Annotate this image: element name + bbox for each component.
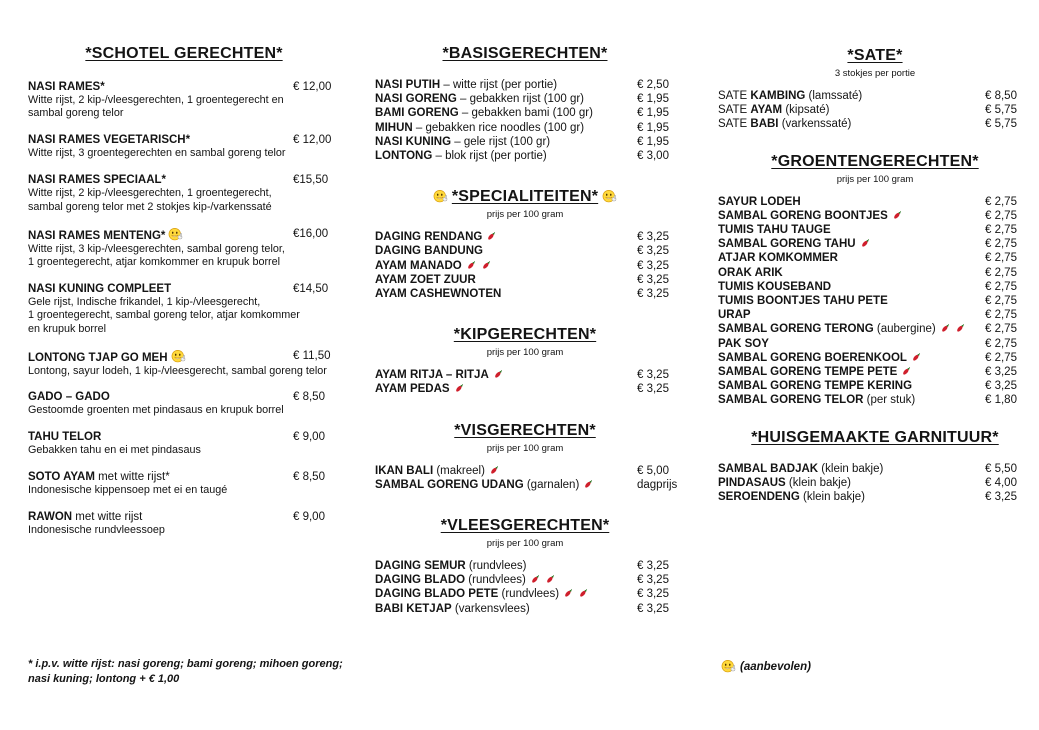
item-price: € 3,25 — [985, 366, 1017, 379]
item-price: € 2,50 — [637, 79, 669, 91]
item-name: NASI RAMES SPECIAAL* — [28, 174, 167, 187]
section-title — [375, 516, 675, 536]
item-name: IKAN BALI (makreel) — [375, 464, 637, 478]
section-title — [718, 152, 1032, 172]
item-name: SAMBAL GORENG TEMPE KERING — [718, 380, 913, 393]
item-name: NASI RAMES* — [28, 81, 105, 93]
item-price: € 9,00 — [293, 431, 325, 444]
section-items-list — [375, 559, 675, 616]
menu-item-row — [375, 559, 675, 573]
item-name: AYAM PEDAS — [375, 382, 637, 396]
menu-item-row — [718, 351, 1032, 365]
menu-item — [28, 80, 340, 121]
menu-item-row — [718, 103, 1032, 117]
item-name: SOTO AYAM met witte rijst* — [28, 471, 170, 484]
item-description-line: 1 groentegerecht, atjar komkommer en krupuk borrel — [28, 255, 281, 268]
item-name: MIHUN – gebakken rice noodles (100 gr) — [375, 121, 585, 134]
item-name: NASI RAMES MENTENG* — [28, 227, 293, 243]
section-title-text: *VLEESGERECHTEN* — [440, 517, 610, 535]
menu-item-row — [28, 80, 340, 94]
item-name: TUMIS TAHU TAUGE — [718, 224, 831, 237]
item-name: NASI GORENG – gebakken rijst (100 gr) — [375, 93, 584, 106]
item-price: € 5,00 — [637, 464, 669, 477]
item-price: € 3,25 — [637, 574, 669, 587]
item-name: BABI KETJAP (varkensvlees) — [375, 602, 530, 615]
item-description-line: 1 groentegerecht, sambal goreng telor, atjar komkommer — [28, 309, 300, 322]
section-title — [375, 44, 675, 64]
item-price: € 3,25 — [985, 491, 1017, 504]
smiley-thumbs-up-icon — [718, 659, 740, 674]
menu-section — [375, 325, 675, 396]
menu-item — [28, 430, 340, 457]
item-name: PINDASAUS (klein bakje) — [718, 476, 851, 489]
chili-icon — [574, 587, 589, 601]
item-name: SATE KAMBING (lamssaté) — [718, 90, 863, 102]
item-price: € 3,25 — [637, 259, 669, 272]
item-price: € 3,00 — [637, 150, 669, 163]
smiley-thumbs-up-icon — [598, 187, 621, 207]
item-name: AYAM ZOET ZUUR — [375, 273, 476, 286]
menu-section — [718, 428, 1032, 505]
item-price: € 3,25 — [985, 380, 1017, 393]
section-title-text: *SATE* — [847, 47, 903, 64]
menu-item-row — [718, 237, 1032, 251]
menu-item-row — [28, 470, 340, 484]
item-price: € 3,25 — [637, 288, 669, 301]
menu-item-row — [28, 349, 340, 365]
menu-item — [28, 510, 340, 537]
item-name: DAGING BLADO (rundvlees) — [375, 573, 637, 587]
item-price: € 2,75 — [985, 337, 1017, 350]
menu-item — [28, 133, 340, 160]
item-price: € 8,50 — [293, 471, 325, 484]
item-name: NASI RAMES VEGETARISCH* — [28, 134, 191, 147]
item-description-line: Indonesische kippensoep met ei en taugé — [28, 484, 228, 497]
footnote-line: nasi kuning; lontong + € 1,00 — [28, 672, 180, 685]
item-name: DAGING BLADO PETE (rundvlees) — [375, 587, 637, 601]
menu-item-row — [718, 266, 1032, 280]
item-description-line: sambal goreng telor — [28, 107, 124, 120]
chili-icon — [489, 368, 504, 382]
section-items-list — [718, 195, 1032, 408]
item-price: €16,00 — [293, 227, 329, 240]
menu-item-row — [375, 587, 675, 601]
menu-item — [28, 173, 340, 214]
section-title — [718, 428, 1032, 448]
item-name: DAGING RENDANG — [375, 230, 637, 244]
menu-item-row — [375, 478, 678, 492]
section-subtitle: prijs per 100 gram — [486, 442, 564, 454]
item-price: € 9,00 — [293, 511, 325, 524]
schotel-items-list — [28, 80, 340, 538]
menu-section — [375, 44, 675, 163]
item-price: dagprijs — [637, 478, 678, 491]
item-price: € 3,25 — [637, 273, 669, 286]
chili-icon — [485, 464, 500, 478]
section-subtitle: 3 stokjes per portie — [834, 68, 916, 79]
item-name: ATJAR KOMKOMMER — [718, 252, 838, 265]
item-name: SAMBAL GORENG TAHU — [718, 237, 985, 251]
menu-item-row — [718, 117, 1032, 131]
menu-item-row — [718, 379, 1032, 393]
menu-item-row — [28, 390, 340, 404]
item-name: SAMBAL GORENG BOERENKOOL — [718, 351, 985, 365]
item-name: RAWON met witte rijst — [28, 511, 143, 524]
item-name: SAYUR LODEH — [718, 195, 801, 208]
menu-item-row — [718, 337, 1032, 351]
chili-icon — [856, 237, 871, 251]
menu-section — [375, 516, 675, 616]
chili-icon — [477, 259, 492, 273]
section-title-text: *SPECIALITEITEN* — [451, 188, 599, 206]
section-items-list — [375, 464, 678, 492]
section-items-list — [375, 78, 675, 163]
chili-icon — [897, 365, 912, 379]
item-price: € 3,25 — [637, 588, 669, 601]
item-price: € 2,75 — [985, 238, 1017, 251]
section-subtitle: prijs per 100 gram — [486, 209, 564, 221]
item-name: PAK SOY — [718, 337, 769, 350]
menu-item-row — [375, 149, 675, 163]
item-name: SAMBAL GORENG TELOR (per stuk) — [718, 394, 916, 407]
menu-item-row — [375, 464, 675, 478]
menu-section — [718, 152, 1032, 408]
item-name: SATE BABI (varkenssaté) — [718, 118, 852, 131]
item-price: € 4,00 — [985, 476, 1017, 489]
item-name: LONTONG – blok rijst (per portie) — [375, 150, 547, 163]
section-subtitle: prijs per 100 gram — [486, 538, 564, 550]
item-description-line: Gebakken tahu en ei met pindasaus — [28, 444, 201, 457]
item-price: € 2,75 — [985, 280, 1017, 293]
section-subtitle: prijs per 100 gram — [836, 173, 914, 185]
section-subtitle: prijs per 100 gram — [486, 347, 564, 359]
section-items-list — [718, 89, 1032, 132]
item-price: € 2,75 — [985, 351, 1017, 364]
chili-icon — [526, 573, 541, 587]
chili-icon — [907, 351, 922, 365]
chili-icon — [541, 573, 556, 587]
section-title-schotel-gerechten — [28, 44, 340, 64]
section-title — [718, 46, 1032, 66]
item-name: TUMIS KOUSEBAND — [718, 280, 832, 293]
menu-item-row — [718, 251, 1032, 265]
item-price: € 8,50 — [985, 90, 1017, 102]
menu-item-row — [375, 106, 675, 120]
menu-item-row — [718, 322, 1032, 336]
menu-item-row — [375, 78, 675, 92]
item-price: € 3,25 — [637, 369, 669, 382]
item-price: € 3,25 — [637, 560, 669, 573]
item-description-line: Gele rijst, Indische frikandel, 1 kip-/vleesgerecht, — [28, 295, 261, 308]
item-price: € 3,25 — [637, 602, 669, 615]
item-price: € 1,95 — [637, 121, 669, 134]
menu-item-row — [375, 602, 675, 616]
section-title — [375, 421, 675, 441]
item-price: € 2,75 — [985, 224, 1017, 237]
item-description-line: Witte rijst, 2 kip-/vleesgerechten, 1 groentegerecht, — [28, 187, 272, 200]
menu-item-row — [375, 259, 675, 273]
menu-section — [375, 187, 675, 301]
chili-icon — [951, 322, 966, 336]
chili-icon — [579, 478, 594, 492]
item-name: GADO – GADO — [28, 391, 110, 404]
item-price: € 12,00 — [293, 134, 332, 147]
menu-column-right — [718, 46, 1032, 504]
section-title — [375, 325, 675, 345]
item-name: BAMI GORENG – gebakken bami (100 gr) — [375, 107, 593, 120]
item-description-line: Lontong, sayur lodeh, 1 kip-/vleesgerecht, sambal goreng telor — [28, 364, 327, 377]
section-title-text: *HUISGEMAAKTE GARNITUUR* — [751, 428, 999, 446]
menu-item-row — [718, 195, 1032, 209]
item-name: DAGING SEMUR (rundvlees) — [375, 560, 527, 573]
item-price: €14,50 — [293, 282, 329, 295]
menu-column-middle — [375, 44, 678, 616]
chili-icon — [888, 209, 903, 223]
item-price: € 3,25 — [637, 245, 669, 258]
chili-icon — [936, 322, 951, 336]
smiley-thumbs-up-icon — [168, 349, 186, 365]
item-name: AYAM MANADO — [375, 259, 637, 273]
item-name: NASI PUTIH – witte rijst (per portie) — [375, 79, 558, 91]
item-price: € 2,75 — [985, 295, 1017, 308]
menu-item-row — [718, 308, 1032, 322]
item-description-line: Witte rijst, 3 groentegerechten en sambal goreng telor — [28, 147, 286, 160]
item-price: € 2,75 — [985, 195, 1017, 208]
footnote-substitution — [28, 657, 343, 686]
menu-item-row — [718, 280, 1032, 294]
menu-item-row — [718, 209, 1032, 223]
menu-item-row — [718, 223, 1032, 237]
item-price: €15,50 — [293, 174, 329, 187]
menu-item-row — [718, 294, 1032, 308]
item-description-line: en krupuk borrel — [28, 322, 107, 335]
item-price: € 12,00 — [293, 81, 332, 93]
section-title — [375, 187, 675, 207]
menu-item — [28, 282, 340, 336]
section-items-list — [375, 368, 675, 396]
section-title-text: *VISGERECHTEN* — [454, 421, 596, 439]
item-price: € 5,75 — [985, 118, 1017, 131]
footnote-line: * i.p.v. witte rijst: nasi goreng; bami goreng; mihoen goreng; — [28, 658, 343, 670]
menu-item — [28, 470, 340, 497]
item-price: € 2,75 — [985, 309, 1017, 322]
section-title-text: *BASISGERECHTEN* — [442, 45, 608, 62]
menu-item-row — [718, 393, 1032, 407]
menu-item-row — [375, 230, 675, 244]
item-price: € 1,80 — [985, 394, 1017, 407]
item-name: TAHU TELOR — [28, 431, 102, 444]
menu-column-left — [28, 44, 340, 550]
item-name: NASI KUNING – gele rijst (100 gr) — [375, 135, 551, 148]
menu-item-row — [28, 173, 340, 187]
item-price: € 3,25 — [637, 383, 669, 396]
smiley-thumbs-up-icon — [429, 187, 452, 207]
item-name: SAMBAL GORENG UDANG (garnalen) — [375, 478, 637, 492]
item-name: URAP — [718, 309, 751, 322]
item-price: € 2,75 — [985, 252, 1017, 265]
item-name: AYAM RITJA – RITJA — [375, 368, 637, 382]
menu-item — [28, 390, 340, 417]
item-name: SATE AYAM (kipsaté) — [718, 104, 830, 117]
item-name: NASI KUNING COMPLEET — [28, 282, 172, 295]
item-name: SEROENDENG (klein bakje) — [718, 491, 865, 504]
footnote-recommended — [718, 659, 811, 674]
item-price: € 8,50 — [293, 391, 325, 404]
menu-item-row — [718, 365, 1032, 379]
section-items-list — [718, 462, 1032, 505]
menu-item-row — [718, 490, 1032, 504]
chili-icon — [462, 259, 477, 273]
item-name: SAMBAL BADJAK (klein bakje) — [718, 462, 884, 475]
menu-item-row — [375, 92, 675, 106]
item-name: DAGING BANDUNG — [375, 245, 483, 258]
chili-icon — [450, 382, 465, 396]
item-price: € 1,95 — [637, 135, 669, 148]
menu-item-row — [375, 244, 675, 258]
menu-item-row — [718, 89, 1032, 103]
menu-item-row — [28, 510, 340, 524]
item-price: € 2,75 — [985, 266, 1017, 279]
item-name: AYAM CASHEWNOTEN — [375, 288, 502, 301]
section-title-text: *SCHOTEL GERECHTEN* — [85, 45, 283, 62]
item-price: € 1,95 — [637, 107, 669, 120]
smiley-thumbs-up-icon — [165, 227, 183, 243]
menu-item-row — [28, 282, 340, 296]
item-name: LONTONG TJAP GO MEH — [28, 349, 293, 365]
item-name: SAMBAL GORENG TERONG (aubergine) — [718, 322, 985, 336]
menu-item-row — [28, 133, 340, 147]
item-name: SAMBAL GORENG BOONTJES — [718, 209, 985, 223]
menu-item — [28, 349, 340, 378]
menu-item-row — [375, 573, 675, 587]
section-title-text: *KIPGERECHTEN* — [453, 326, 597, 344]
menu-item-row — [375, 382, 675, 396]
menu-item-row — [375, 121, 675, 135]
item-name: SAMBAL GORENG TEMPE PETE — [718, 365, 985, 379]
menu-item-row — [718, 476, 1032, 490]
chili-icon — [559, 587, 574, 601]
item-name: ORAK ARIK — [718, 266, 783, 279]
menu-item — [28, 227, 340, 270]
item-description-line: Witte rijst, 2 kip-/vleesgerechten, 1 groentegerecht en — [28, 94, 284, 106]
section-items-list — [375, 230, 675, 301]
item-name: TUMIS BOONTJES TAHU PETE — [718, 295, 888, 308]
item-price: € 3,25 — [637, 231, 669, 244]
section-title-text: *GROENTENGERECHTEN* — [771, 152, 979, 170]
menu-item-row — [718, 462, 1032, 476]
menu-item-row — [375, 273, 675, 287]
item-description-line: Indonesische rundvleessoep — [28, 524, 165, 537]
menu-item-row — [375, 135, 675, 149]
chili-icon — [482, 230, 497, 244]
menu-item-row — [28, 430, 340, 444]
item-price: € 5,50 — [985, 462, 1017, 475]
menu-item-row — [375, 368, 675, 382]
footnote-recommended-label: (aanbevolen) — [740, 661, 811, 673]
item-description-line: sambal goreng telor met 2 stokjes kip-/varkenssaté — [28, 200, 272, 213]
item-description-line: Witte rijst, 3 kip-/vleesgerechten, sambal goreng telor, — [28, 242, 285, 255]
menu-item-row — [28, 227, 340, 243]
item-price: € 2,75 — [985, 209, 1017, 222]
menu-section — [718, 46, 1032, 132]
menu-item-row — [375, 287, 675, 301]
item-description-line: Gestoomde groenten met pindasaus en krupuk borrel — [28, 404, 284, 417]
item-price: € 2,75 — [985, 323, 1017, 336]
item-price: € 1,95 — [637, 93, 669, 106]
item-price: € 5,75 — [985, 104, 1017, 117]
menu-section — [375, 421, 678, 492]
item-price: € 11,50 — [293, 349, 331, 362]
